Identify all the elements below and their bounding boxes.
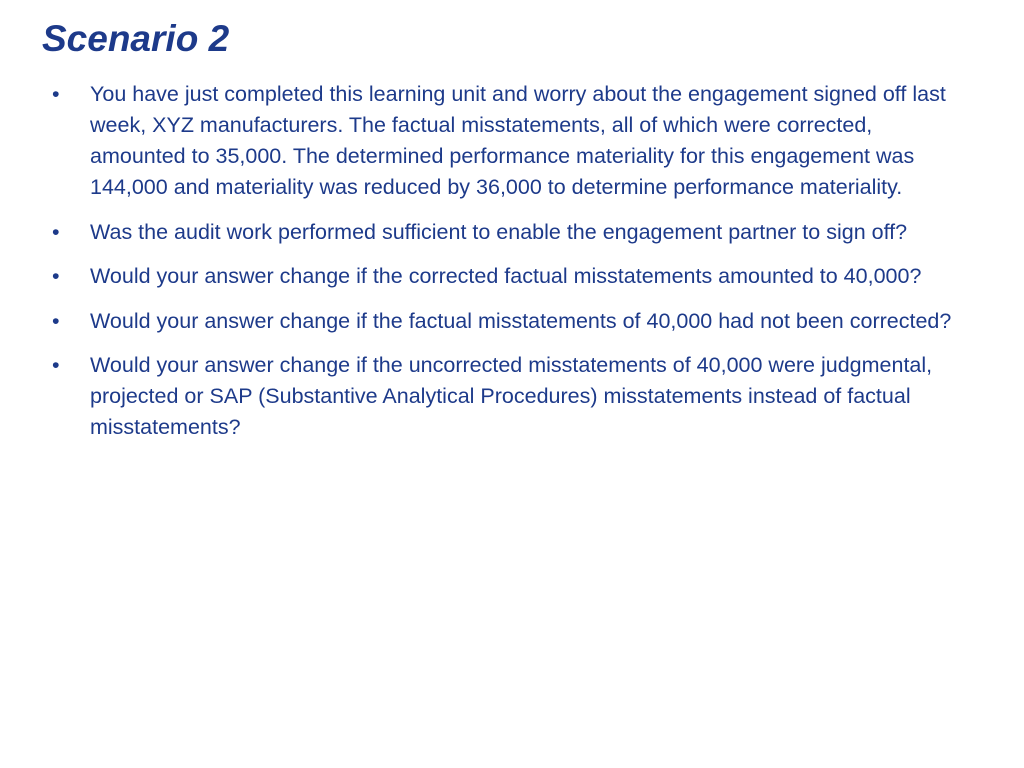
bullet-item bbox=[52, 306, 972, 337]
bullet-text: Would your answer change if the corrected factual misstatements amounted to 40,000? bbox=[90, 264, 922, 288]
bullet-item bbox=[52, 261, 972, 292]
bullet-icon: • bbox=[52, 264, 60, 288]
bullet-item bbox=[52, 350, 972, 443]
bullet-text: Would your answer change if the uncorrected misstatements of 40,000 were judgmental, projected or SAP (Substantive Analytical Procedures) misstatements instead of factual misstatements? bbox=[90, 353, 933, 439]
slide-title: Scenario 2 bbox=[42, 18, 230, 59]
bullet-icon: • bbox=[52, 308, 60, 333]
bullet-item bbox=[52, 79, 972, 203]
bullet-icon: • bbox=[52, 353, 60, 377]
bullet-text: You have just completed this learning unit and worry about the engagement signed off last week, XYZ manufacturers. The factual misstatements, all of which were corrected, amounted to 35,000. The determined performance materiality for this engagement was 144,000 and materiality was reduced by 36,000 to determine performance materiality. bbox=[90, 82, 946, 199]
bullet-list bbox=[52, 79, 972, 457]
bullet-item bbox=[52, 217, 972, 248]
bullet-text: Was the audit work performed sufficient to enable the engagement partner to sign off? bbox=[90, 219, 908, 244]
bullet-icon: • bbox=[52, 219, 60, 244]
bullet-text: Would your answer change if the factual misstatements of 40,000 had not been corrected? bbox=[90, 308, 952, 333]
bullet-icon: • bbox=[52, 82, 60, 106]
